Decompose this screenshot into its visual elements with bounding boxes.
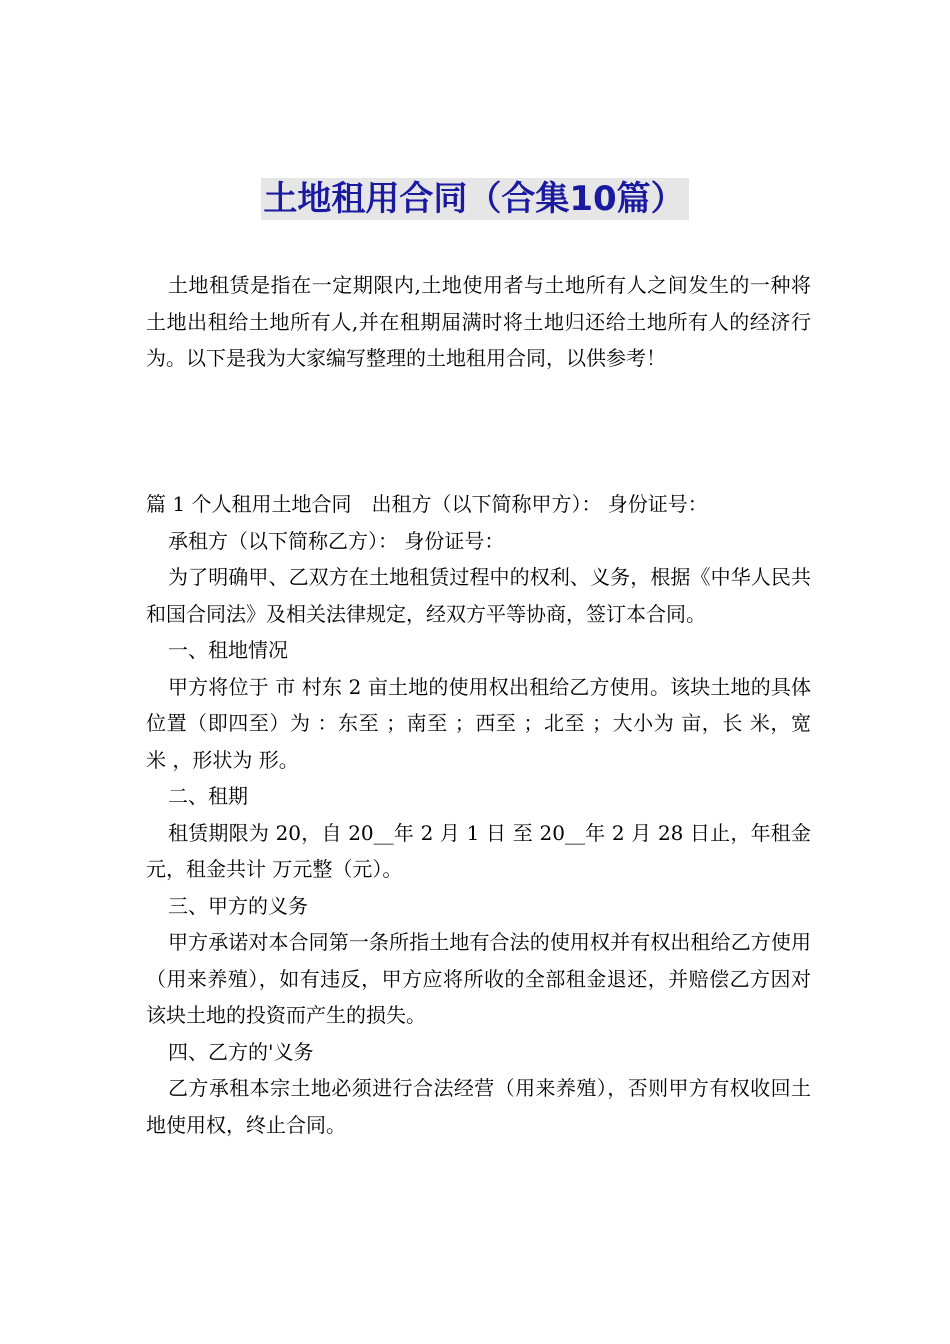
article-first-line: 篇 1 个人租用土地合同 出租方（以下简称甲方）： 身份证号： [146, 492, 708, 516]
lessee-line: 承租方（以下简称乙方）： 身份证号： [168, 528, 505, 553]
section-1-heading: 一、租地情况 [168, 638, 288, 662]
section-1-body: 甲方将位于 市 村东 2 亩土地的使用权出租给乙方使用。该块土地的具体位置（即四至）为 ：东至 ；南至 ；西至 ；北至 ；大小为 亩，长 米，宽 米 ，形状为 形。 [146, 674, 811, 772]
section-2-body: 租赁期限为 20，自 20__年 2 月 1 日 至 20__年 2 月 28 日止，年租金 元，租金共计 万元整（元）。 [146, 820, 811, 881]
contract-body [146, 486, 811, 1143]
section-3-body: 甲方承诺对本合同第一条所指土地有合法的使用权并有权出租给乙方使用（用来养殖），如有违反，甲方应将所收的全部租金退还，并赔偿乙方因对该块土地的投资而产生的损失。 [146, 930, 811, 1027]
intro-paragraph: 土地租赁是指在一定期限内,土地使用者与土地所有人之间发生的一种将土地出租给土地所有人,并在租期届满时将土地归还给土地所有人的经济行为。以下是我为大家编写整理的土地租用合同，以供参考！ [146, 273, 811, 370]
section-4-body: 乙方承租本宗土地必须进行合法经营（用来养殖），否则甲方有权收回土地使用权，终止合同。 [146, 1076, 811, 1137]
document-title: 土地租用合同（合集10篇） [261, 178, 688, 220]
section-3-heading: 三、甲方的义务 [168, 893, 308, 918]
section-4-heading: 四、乙方的'义务 [168, 1039, 314, 1064]
intro-section [146, 267, 811, 377]
preamble-paragraph: 为了明确甲、乙双方在土地租赁过程中的权利、义务，根据《中华人民共和国合同法》及相关法律规定，经双方平等协商，签订本合同。 [146, 565, 811, 626]
title-container [0, 178, 950, 220]
section-2-heading: 二、租期 [168, 784, 248, 808]
